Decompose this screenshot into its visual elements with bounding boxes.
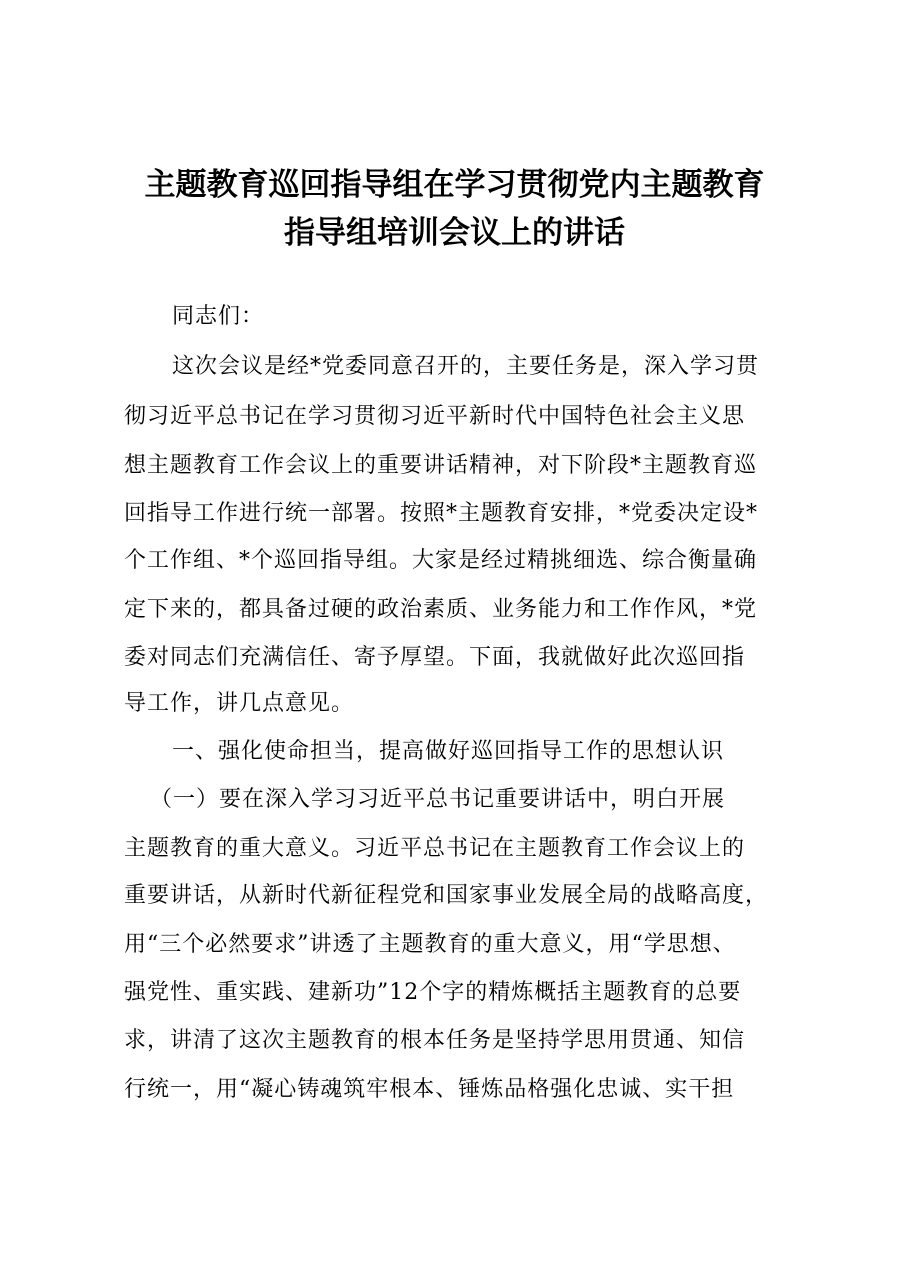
salutation: 同志们：	[172, 304, 265, 329]
paragraph-1-line-3: 想主题教育工作会议上的重要讲话精神，对下阶段*主题教育巡	[124, 453, 758, 478]
paragraph-2-line-5: 强党性、重实践、建新功”12个字的精炼概括主题教育的总要	[124, 980, 742, 1005]
paragraph-1-line-7: 委对同志们充满信任、寄予厚望。下面，我就做好此次巡回指	[124, 645, 746, 670]
paragraph-2-line-1: （一）要在深入学习习近平总书记重要讲话中，明白开展	[150, 787, 726, 812]
paragraph-2-line-4: 用“三个必然要求”讲透了主题教育的重大意义，用“学思想、	[124, 932, 736, 957]
paragraph-2-line-7: 行统一，用“凝心铸魂筑牢根本、锤炼品格强化忠诚、实干担	[124, 1077, 735, 1102]
paragraph-1-line-4: 回指导工作进行统一部署。按照*主题教育安排，*党委决定设*	[124, 501, 759, 526]
paragraph-1-line-6: 定下来的，都具备过硬的政治素质、业务能力和工作作风，*党	[124, 597, 758, 622]
heading-1: 一、强化使命担当，提高做好巡回指导工作的思想认识	[172, 739, 725, 764]
paragraph-2-line-3: 重要讲话，从新时代新征程党和国家事业发展全局的战略高度，	[124, 883, 769, 908]
paragraph-1-line-8: 导工作，讲几点意见。	[124, 691, 355, 716]
document-title-line-1: 主题教育巡回指导组在学习贯彻党内主题教育	[144, 167, 765, 203]
document-title-line-2: 指导组培训会议上的讲话	[284, 215, 625, 251]
paragraph-1-line-2: 彻习近平总书记在学习贯彻习近平新时代中国特色社会主义思	[124, 404, 746, 429]
paragraph-1-line-5: 个工作组、*个巡回指导组。大家是经过精挑细选、综合衡量确	[124, 548, 758, 573]
paragraph-1-line-1: 这次会议是经*党委同意召开的，主要任务是，深入学习贯	[172, 354, 760, 379]
paragraph-2-line-2: 主题教育的重大意义。习近平总书记在主题教育工作会议上的	[124, 836, 746, 861]
paragraph-2-line-6: 求，讲清了这次主题教育的根本任务是坚持学思用贯通、知信	[124, 1028, 746, 1053]
